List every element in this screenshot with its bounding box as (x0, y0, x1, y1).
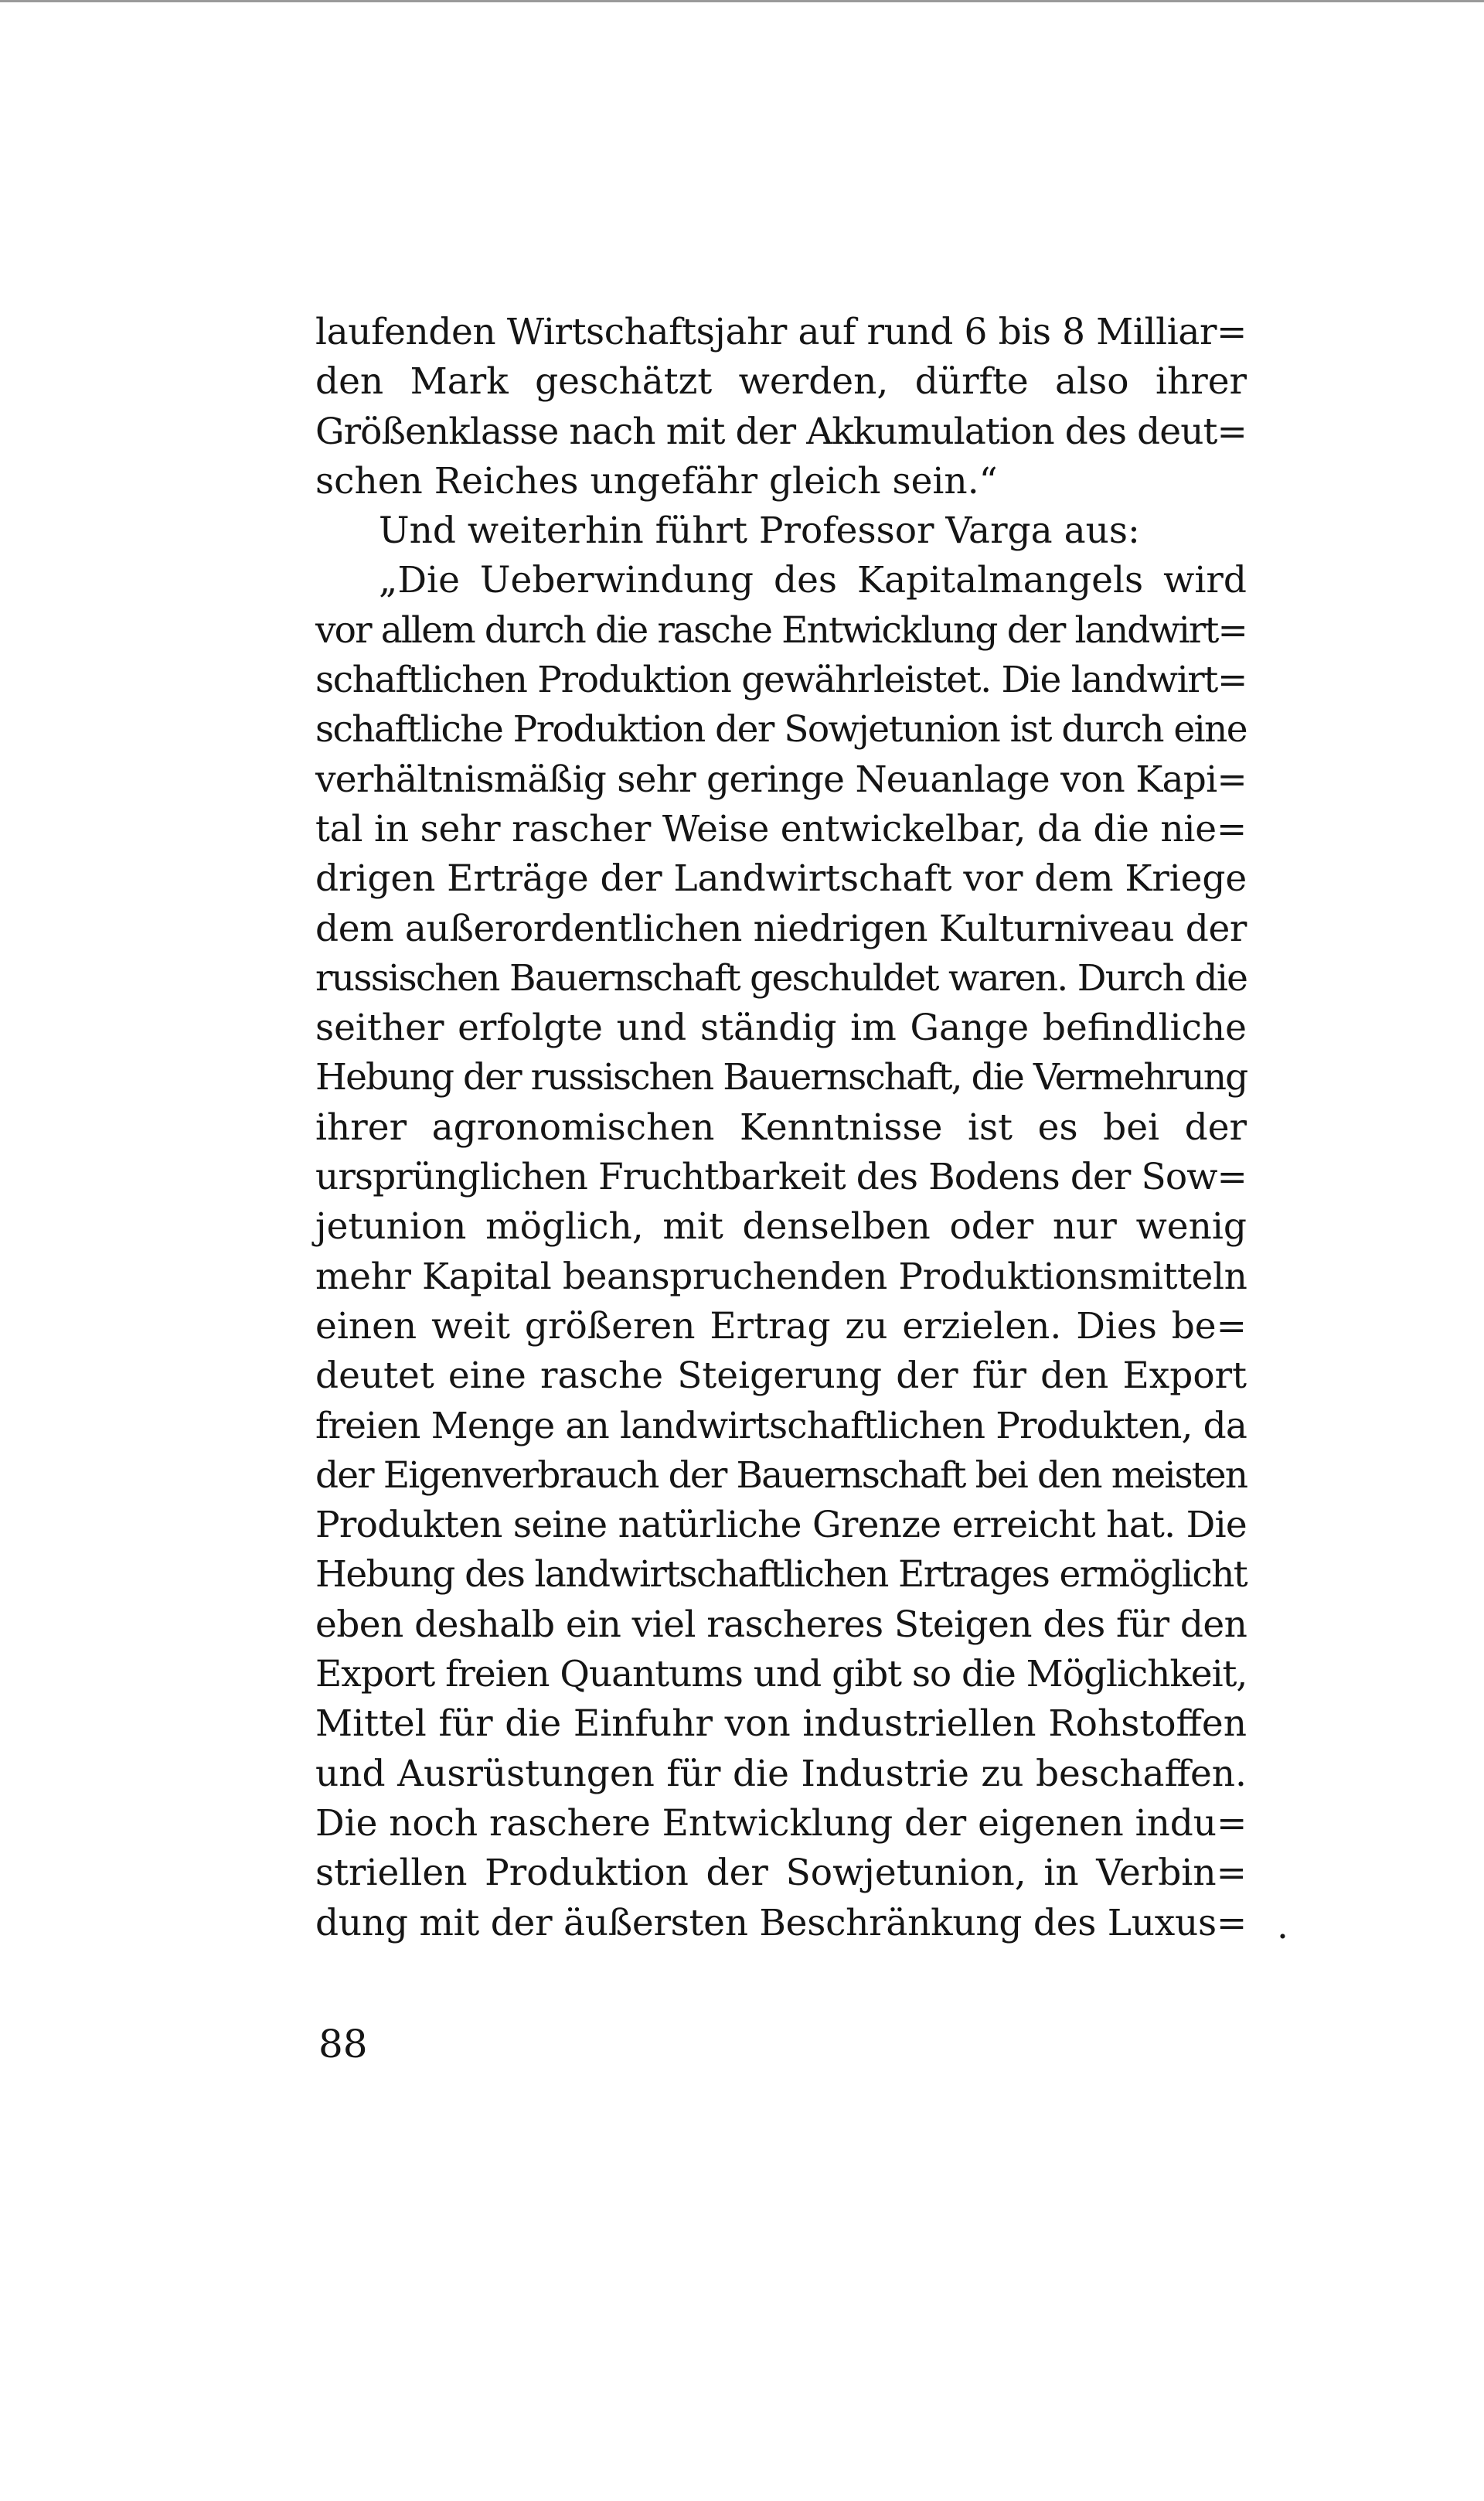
body-text (315, 308, 1247, 1948)
text-line: verhältnismäßig sehr geringe Neuanlage von Kapi= (315, 758, 1247, 801)
text-line: ihrer agronomischen Kenntnisse ist es bei der (315, 1106, 1247, 1149)
text-line: striellen Produktion der Sowjetunion, in Verbin= (315, 1852, 1247, 1895)
quote-opening-line: „Die Ueberwindung des Kapitalmangels wird (379, 559, 1247, 602)
text-line: vor allem durch die rasche Entwicklung der landwirt= (315, 608, 1247, 652)
text-line: schaftliche Produktion der Sowjetunion ist durch eine (315, 708, 1247, 751)
text-line: Die noch raschere Entwicklung der eigenen indu= (315, 1801, 1247, 1845)
text-line: freien Menge an landwirtschaftlichen Produkten, da (315, 1404, 1247, 1447)
text-line: mehr Kapital beanspruchenden Produktionsmitteln (315, 1255, 1247, 1298)
text-line: dung mit der äußersten Beschränkung des Luxus= (315, 1901, 1247, 1944)
text-line: den Mark geschätzt werden, dürfte also ihrer (315, 360, 1247, 404)
margin-mark: . (1277, 1905, 1288, 1947)
text-line: Hebung der russischen Bauernschaft, die Vermehrung (315, 1056, 1247, 1099)
text-line: einen weit größeren Ertrag zu erzielen. Dies be= (315, 1304, 1247, 1348)
top-border-line (0, 0, 1484, 2)
text-line: deutet eine rasche Steigerung der für den Export (315, 1354, 1247, 1398)
text-line: ursprünglichen Fruchtbarkeit des Bodens der Sow= (315, 1156, 1247, 1199)
text-line: laufenden Wirtschaftsjahr auf rund 6 bis 8 Milliar= (315, 311, 1247, 353)
text-line: jetunion möglich, mit denselben oder nur wenig (315, 1205, 1247, 1249)
text-line: russischen Bauernschaft geschuldet waren. Durch die (315, 956, 1247, 1000)
text-line: Und weiterhin führt Professor Varga aus: (379, 509, 1140, 553)
text-line: dem außerordentlichen niedrigen Kulturniveau der (315, 907, 1247, 950)
text-line: Produkten seine natürliche Grenze erreicht hat. Die (315, 1504, 1247, 1547)
text-line: Hebung des landwirtschaftlichen Ertrages ermöglicht (315, 1553, 1247, 1596)
text-line: eben deshalb ein viel rascheres Steigen des für den (315, 1603, 1247, 1646)
text-line: tal in sehr rascher Weise entwickelbar, da die nie= (315, 807, 1247, 850)
text-line: schaftlichen Produktion gewährleistet. Die landwirt= (315, 659, 1247, 702)
text-line: schen Reiches ungefähr gleich sein.“ (315, 459, 998, 503)
text-line: drigen Erträge der Landwirtschaft vor dem Kriege (315, 857, 1247, 901)
text-line: der Eigenverbrauch der Bauernschaft bei den meisten (315, 1453, 1247, 1497)
page-number: 88 (318, 2022, 368, 2067)
text-line: Größenklasse nach mit der Akkumulation des deut= (315, 410, 1247, 453)
text-line: Mittel für die Einfuhr von industriellen Rohstoffen (315, 1702, 1247, 1746)
text-line: seither erfolgte und ständig im Gange befindliche (315, 1007, 1247, 1050)
text-line: und Ausrüstungen für die Industrie zu beschaffen. (315, 1752, 1247, 1795)
text-line: Export freien Quantums und gibt so die Möglichkeit, (315, 1653, 1247, 1696)
